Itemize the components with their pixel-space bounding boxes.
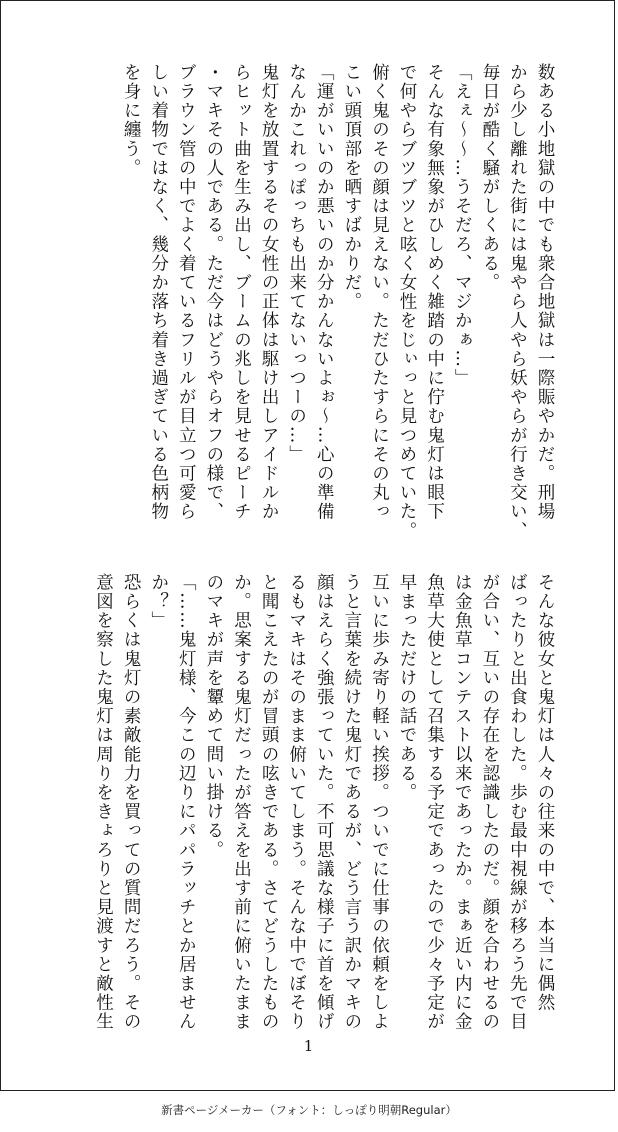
text-block-bottom xyxy=(89,573,558,1048)
text-column: 顔はえらく強張っていた。不可思議な様子に首を傾げ xyxy=(314,573,335,1032)
text-column: ばったりと出食わした。歩む最中視線が移ろう先で目 xyxy=(507,573,528,1032)
text-column: そんな彼女と鬼灯は人々の往来の中で、本当に偶然 xyxy=(535,573,555,1013)
text-column: うと言葉を続けた鬼灯であるが、どう言う訳かマキの xyxy=(341,573,362,1032)
page-number: 1 xyxy=(303,1037,314,1055)
text-column: らヒット曲を生み出し、ブームの兆しを見せるピーチ xyxy=(231,63,252,522)
text-column: か。思案する鬼灯だったが答えを出す前に俯いたまま xyxy=(231,573,252,1032)
text-column: のマキが声を顰めて問い掛ける。 xyxy=(203,573,224,860)
text-column: そんな有象無象がひしめく雑踏の中に佇む鬼灯は眼下 xyxy=(424,63,445,522)
text-column: 鬼灯を放置するその女性の正体は駆け出しアイドルか xyxy=(259,63,280,522)
text-column: 早まっただけの話である。 xyxy=(397,573,418,803)
text-column: しい着物ではなく、幾分か落ち着き過ぎている色柄物 xyxy=(148,63,169,522)
text-column: 数ある小地獄の中でも衆合地獄は一際賑やかだ。刑場 xyxy=(535,63,555,522)
text-column: 魚草大使として召集する予定であったので少々予定が xyxy=(424,573,445,1032)
text-column: が合い、互いの存在を認識したのだ。顔を合わせるの xyxy=(479,573,500,1032)
text-column: 俯く鬼のその顔は見えない。ただひたすらにその丸っ xyxy=(369,63,390,522)
text-column: を身に纏う。 xyxy=(121,63,142,178)
text-column: と聞こえたのが冒頭の呟きである。さてどうしたもの xyxy=(259,573,280,1032)
text-column: で何やらブツブツと呟く女性をじぃっと見つめていた。 xyxy=(397,63,418,541)
text-column: こい頭頂部を晒すばかりだ。 xyxy=(341,63,362,312)
text-column: ・マキその人である。ただ今はどうやらオフの様で、 xyxy=(203,63,224,522)
footer-credit: 新書ページメーカー（フォント：しっぽり明朝Regular） xyxy=(161,1103,457,1117)
text-column: 「えぇ〜〜…うそだろ、マジかぁ…」 xyxy=(452,63,473,388)
text-column: か？」 xyxy=(148,573,169,631)
text-column: 互いに歩み寄り軽い挨拶。ついでに仕事の依頼をしよ xyxy=(369,573,390,1032)
text-column: るもマキはそのまま俯いてしまう。そんな中でぼそり xyxy=(286,573,307,1032)
text-column: は金魚草コンテスト以来であったか。まぁ近い内に金 xyxy=(452,573,473,1032)
text-column: 「運がいいのか悪いのか分かんないよぉ〜…心の準備 xyxy=(314,63,335,522)
text-block-top xyxy=(117,63,559,541)
text-column: 恐らくは鬼灯の素敵能力を買っての質問だろう。その xyxy=(121,573,142,1032)
text-column: 毎日が酷く騒がしくある。 xyxy=(479,63,500,293)
text-column: 意図を察した鬼灯は周りをきょろりと見渡すと敵性生 xyxy=(93,573,114,1032)
text-column: なんかこれっぽっちも出来てないっつーの…」 xyxy=(286,63,307,465)
text-column: ブラウン管の中でよく着ているフリルが目立つ可愛ら xyxy=(176,63,197,522)
text-column: 「……鬼灯様、今この辺りにパパラッチとか居ません xyxy=(176,573,197,1032)
text-column: から少し離れた街には鬼やら人やら妖やらが行き交い、 xyxy=(507,63,528,541)
